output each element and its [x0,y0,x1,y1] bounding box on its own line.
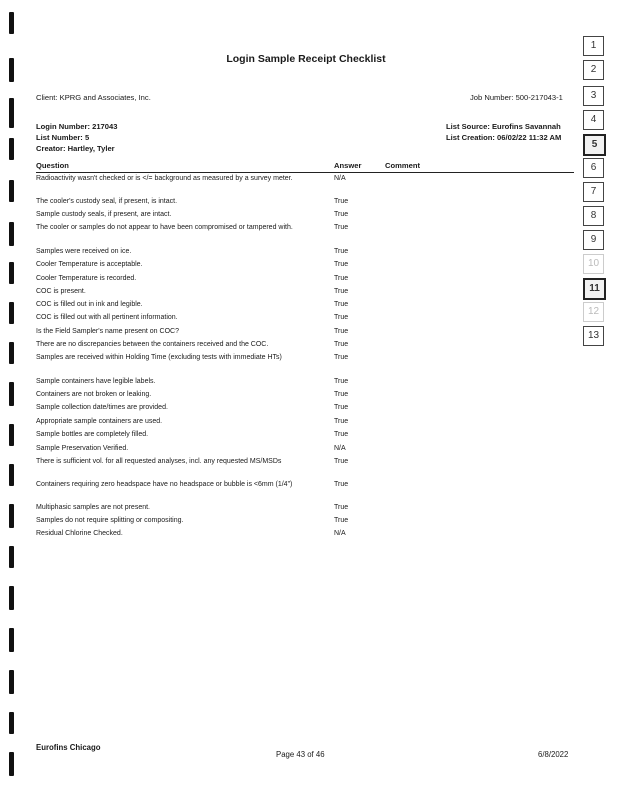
login-number: Login Number: 217043 [36,122,118,131]
answer-cell: N/A [334,445,346,452]
question-cell: The cooler or samples do not appear to have been compromised or tampered with. [36,224,293,231]
answer-cell: N/A [334,530,346,537]
answer-cell: True [334,301,349,308]
footer-lab: Eurofins Chicago [36,743,101,752]
question-cell: Sample containers have legible labels. [36,378,156,385]
tab-5: 5 [583,134,606,156]
question-cell: COC is filled out in ink and legible. [36,301,143,308]
tab-11: 11 [583,278,606,300]
header-rule [36,172,574,173]
question-cell: COC is filled out with all pertinent information. [36,314,178,321]
answer-cell: True [334,431,349,438]
question-cell: Radioactivity wasn't checked or is </= background as measured by a survey meter. [36,175,293,182]
question-cell: Appropriate sample containers are used. [36,418,163,425]
list-number: List Number: 5 [36,133,90,142]
question-cell: Is the Field Sampler's name present on COC? [36,328,179,335]
tab-13: 13 [583,326,604,346]
question-cell: Cooler Temperature is acceptable. [36,261,143,268]
question-cell: Residual Chlorine Checked. [36,530,123,537]
question-cell: Samples do not require splitting or compositing. [36,517,184,524]
tab-9: 9 [583,230,604,250]
footer-date: 6/8/2022 [538,750,569,759]
answer-cell: True [334,248,349,255]
answer-cell: True [334,328,349,335]
answer-cell: True [334,378,349,385]
question-cell: Containers are not broken or leaking. [36,391,152,398]
answer-cell: True [334,211,349,218]
column-answer: Answer [334,161,362,170]
tab-1: 1 [583,36,604,56]
page-title: Login Sample Receipt Checklist [226,53,386,65]
tab-4: 4 [583,110,604,130]
client-name: Client: KPRG and Associates, Inc. [36,93,151,102]
question-cell: There is sufficient vol. for all requested analyses, incl. any requested MS/MSDs [36,458,282,465]
list-source: List Source: Eurofins Savannah [446,122,561,131]
question-cell: Samples were received on ice. [36,248,132,255]
question-cell: There are no discrepancies between the containers received and the COC. [36,341,269,348]
question-cell: Sample bottles are completely filled. [36,431,149,438]
question-cell: Containers requiring zero headspace have no headspace or bubble is <6mm (1/4") [36,481,293,488]
tab-2: 2 [583,60,604,80]
answer-cell: True [334,418,349,425]
answer-cell: True [334,404,349,411]
answer-cell: True [334,481,349,488]
question-cell: COC is present. [36,288,86,295]
tab-12: 12 [583,302,604,322]
question-cell: Multiphasic samples are not present. [36,504,150,511]
answer-cell: True [334,341,349,348]
answer-cell: True [334,504,349,511]
tab-6: 6 [583,158,604,178]
answer-cell: True [334,288,349,295]
answer-cell: True [334,224,349,231]
question-cell: Sample custody seals, if present, are intact. [36,211,172,218]
question-cell: Sample Preservation Verified. [36,445,129,452]
column-comment: Comment [385,161,421,170]
answer-cell: True [334,458,349,465]
list-creation: List Creation: 06/02/22 11:32 AM [446,133,562,142]
answer-cell: True [334,517,349,524]
question-cell: Samples are received within Holding Time (excluding tests with immediate HTs) [36,354,282,361]
job-number: Job Number: 500-217043-1 [470,93,563,102]
answer-cell: True [334,198,349,205]
answer-cell: True [334,391,349,398]
answer-cell: True [334,275,349,282]
column-question: Question [36,161,69,170]
answer-cell: True [334,314,349,321]
creator: Creator: Hartley, Tyler [36,144,115,153]
footer-page: Page 43 of 46 [276,750,325,759]
answer-cell: True [334,261,349,268]
answer-cell: N/A [334,175,346,182]
tab-10: 10 [583,254,604,274]
tab-3: 3 [583,86,604,106]
tab-8: 8 [583,206,604,226]
question-cell: The cooler's custody seal, if present, is intact. [36,198,178,205]
question-cell: Sample collection date/times are provided. [36,404,168,411]
question-cell: Cooler Temperature is recorded. [36,275,137,282]
answer-cell: True [334,354,349,361]
tab-7: 7 [583,182,604,202]
